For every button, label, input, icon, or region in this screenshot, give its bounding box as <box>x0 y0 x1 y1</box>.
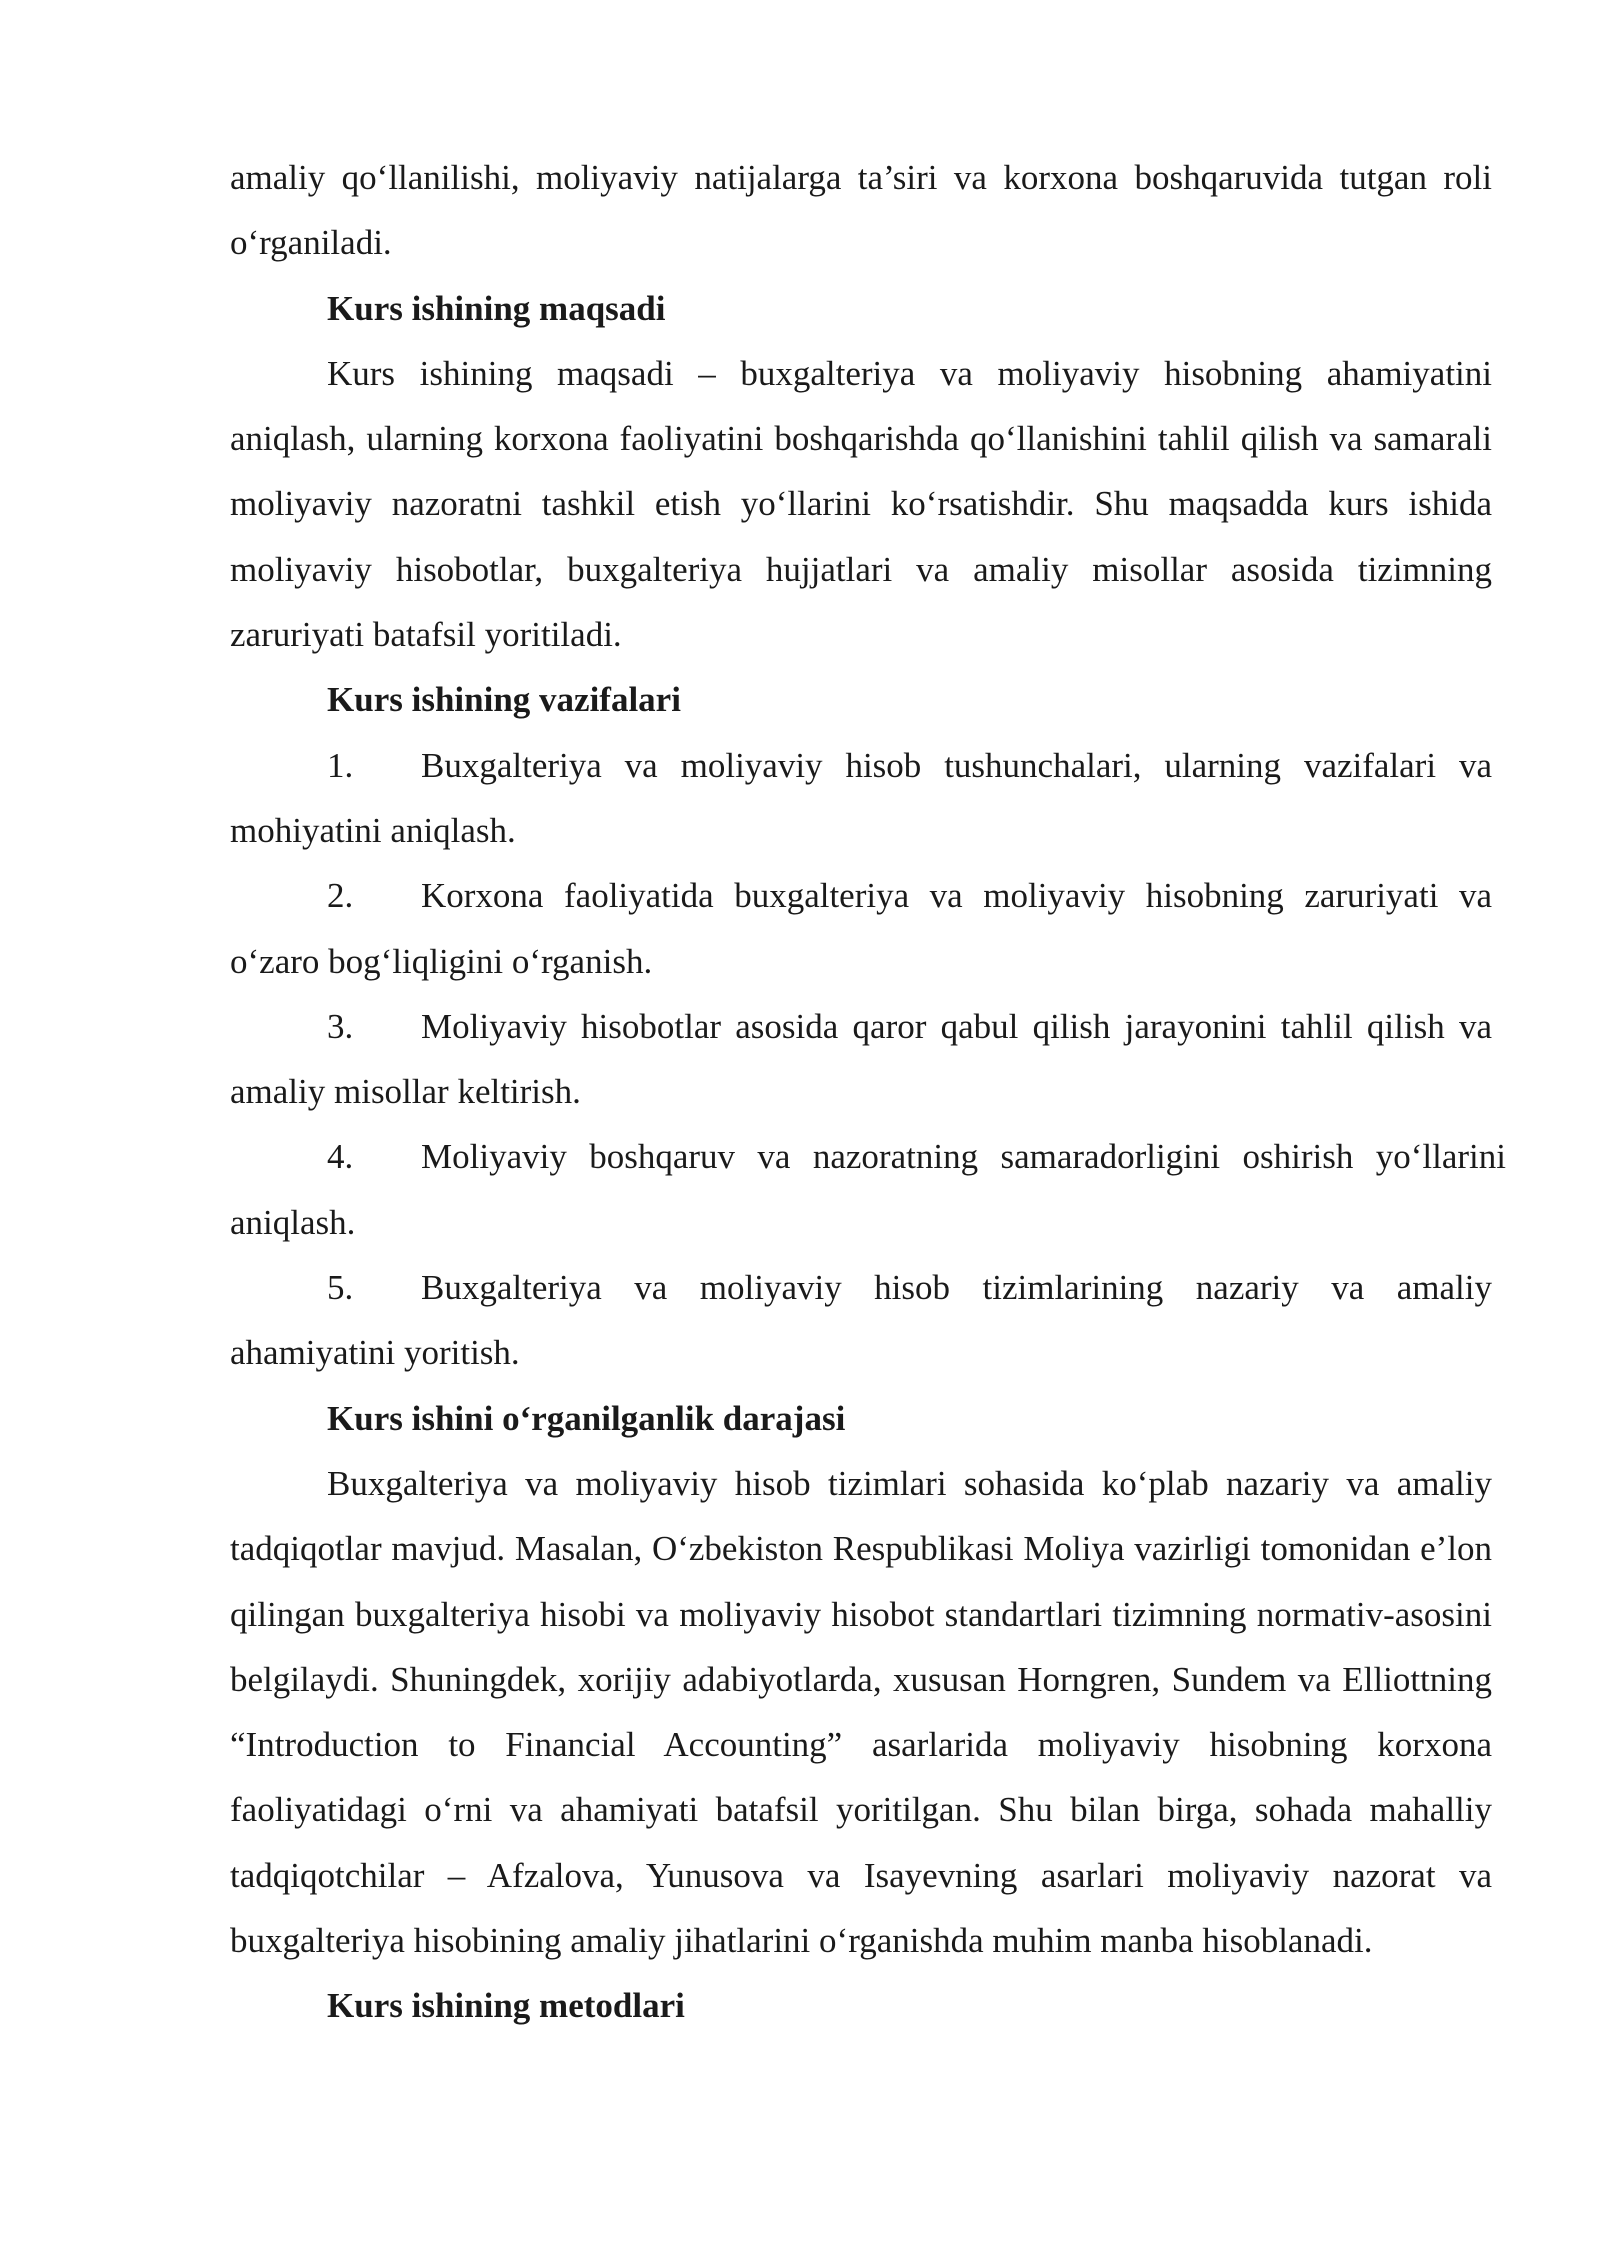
list-item-number: 4. <box>327 1137 354 1177</box>
list-item-number: 3. <box>327 1006 354 1046</box>
list-item <box>230 1124 1506 1255</box>
list-item-number: 5. <box>327 1268 354 1308</box>
list-item <box>230 863 1492 994</box>
list-item-text: Moliyaviy hisobotlar asosida qaror qabul qilish jarayonini tahlil qilish va amaliy misollar keltirish. <box>230 1006 1492 1112</box>
section-heading-metodlar: Kurs ishining metodlari <box>327 1986 685 2026</box>
organilganlik-paragraph: Buxgalteriya va moliyaviy hisob tizimlari sohasida ko‘plab nazariy va amaliy tadqiqotlar mavjud. Masalan, O‘zbekiston Respublikasi Moliya vazirligi tomonidan e’lon qilingan buxgalteriya hisobi va moliyaviy hisobot standartlari tizimning normativ-asosini belgilaydi. Shuningdek, xorijiy adabiyotlarda, xususan Horngren, Sundem va Elliottning “Introduction to Financial Accounting” asarlarida moliyaviy hisobning korxona faoliyatidagi o‘rni va ahamiyati batafsil yoritilgan. Shu bilan birga, sohada mahalliy tadqiqotchilar – Afzalova, Yunusova va Isayevning asarlari moliyaviy nazorat va buxgalteriya hisobining amaliy jihatlarini o‘rganishda muhim manba hisoblanadi. <box>230 1463 1492 1961</box>
list-item-text: Buxgalteriya va moliyaviy hisob tushunchalari, ularning vazifalari va mohiyatini aniqlash. <box>230 745 1492 850</box>
intro-continuation-paragraph: amaliy qo‘llanilishi, moliyaviy natijalarga ta’siri va korxona boshqaruvida tutgan roli o‘rganiladi. <box>230 158 1492 263</box>
maqsad-paragraph: Kurs ishining maqsadi – buxgalteriya va moliyaviy hisobning ahamiyatini aniqlash, ularning korxona faoliyatini boshqarishda qo‘llanishini tahlil qilish va samarali moliyaviy nazoratni tashkil etish yo‘llarini ko‘rsatishdir. Shu maqsadda kurs ishida moliyaviy hisobotlar, buxgalteriya hujjatlari va amaliy misollar asosida tizimning zaruriyati batafsil yoritiladi. <box>230 353 1492 655</box>
list-item-number: 1. <box>327 745 354 785</box>
document-page <box>230 145 1506 2039</box>
list-item-text: Korxona faoliyatida buxgalteriya va moliyaviy hisobning zaruriyati va o‘zaro bog‘liqligini o‘rganish. <box>230 876 1492 981</box>
list-item <box>230 733 1492 864</box>
section-heading-vazifalar: Kurs ishining vazifalari <box>327 680 681 720</box>
list-item <box>230 1255 1492 1386</box>
section-heading-organilganlik: Kurs ishini o‘rganilganlik darajasi <box>327 1398 846 1438</box>
list-item-text: Moliyaviy boshqaruv va nazoratning samaradorligini oshirish yo‘llarini aniqlash. <box>230 1137 1506 1242</box>
list-item-number: 2. <box>327 876 354 916</box>
section-heading-maqsad: Kurs ishining maqsadi <box>327 288 666 328</box>
list-item <box>230 994 1492 1125</box>
list-item-text: Buxgalteriya va moliyaviy hisob tizimlarining nazariy va amaliy ahamiyatini yoritish. <box>230 1268 1492 1373</box>
